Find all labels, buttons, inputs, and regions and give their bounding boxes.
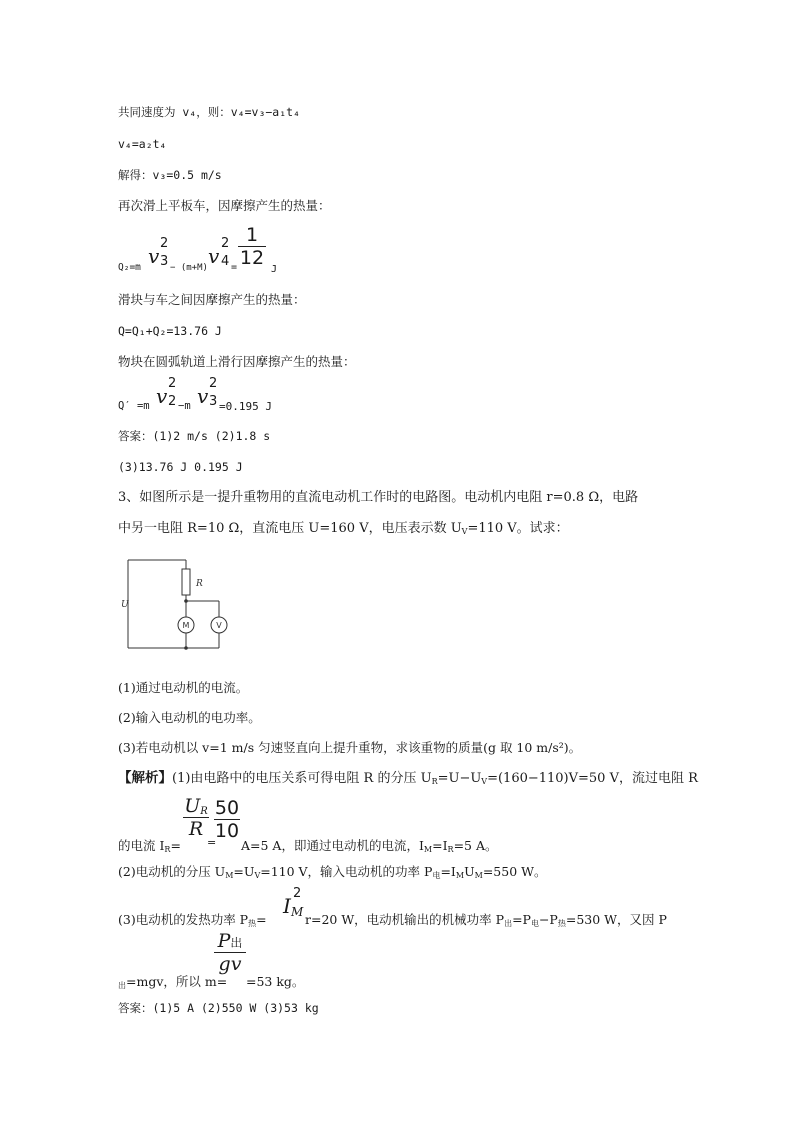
qp-mid: −m [178, 400, 191, 412]
solution-line5-a: $_出$=mgv，所以 m= [118, 974, 228, 990]
text-line: v₄=a₂t₄ [118, 137, 167, 151]
fraction-p-over-gv: P出 gv [214, 930, 246, 975]
label-v: V [216, 621, 222, 630]
solution-line2-pre: 的电流 $I_R=$ [118, 838, 181, 854]
symbol-i: I [283, 894, 291, 918]
symbol-v: v [197, 384, 209, 408]
text-line: 滑块与车之间因摩擦产生的热量： [118, 292, 306, 307]
solution-line4-b: r=20 W，电动机输出的机械功率 $P_出=P_电-P_热=530$ W，又因 P [305, 912, 667, 928]
q2-prefix: Q₂=m [118, 262, 141, 273]
problem-3-line1: 3、如图所示是一提升重物用的直流电动机工作时的电路图。电动机内电阻 r=0.8 Ω，电路 [118, 490, 639, 505]
equals: = [207, 836, 217, 849]
subscript-2: 2 [168, 394, 177, 409]
text-line: 物块在圆弧轨道上滑行因摩擦产生的热量： [118, 354, 356, 369]
resistor-r [182, 569, 190, 595]
solution-line5-b: =53 kg。 [246, 974, 305, 989]
subscript-3: 3 [209, 394, 218, 409]
label-m: M [182, 621, 190, 630]
label-u: U [121, 600, 129, 610]
q2-mid: − (m+M) [170, 263, 208, 273]
subscript-4: 4 [221, 254, 230, 269]
fraction-ur-over-r: $\frac{U_R}{R}$ [184, 795, 208, 840]
fraction-numerator: 1 [245, 224, 259, 246]
qp-prefix: Q′ =m [118, 400, 150, 412]
text-line: 答案：(1)2 m/s (2)1.8 s [118, 429, 271, 443]
circuit-diagram [118, 552, 238, 662]
solution-line3: (2)电动机的分压 $U_M=U_V=110$ V，输入电动机的功率 $P_电=I_MU_M=550$ W。 [118, 864, 547, 880]
text-line: Q=Q₁+Q₂=13.76 J [118, 324, 222, 338]
symbol-v: v [148, 244, 160, 268]
final-answer: 答案：(1)5 A (2)550 W (3)53 kg [118, 1001, 319, 1015]
superscript-2: 2 [160, 236, 169, 251]
solution-line1: 【解析】(1)由电路中的电压关系可得电阻 R 的分压 $U_R=U-U_V=(160-110)V=50$ V，流过电阻 R [118, 770, 698, 786]
text-line: 再次滑上平板车，因摩擦产生的热量： [118, 198, 331, 213]
label-r: R [196, 579, 203, 589]
question-3: (3)若电动机以 v=1 m/s 匀速竖直向上提升重物，求该重物的质量(g 取 10 m/s²)。 [118, 740, 582, 755]
solution-line2-post: A=5 A，即通过电动机的电流，$I_M=I_R=5$ A。 [241, 838, 498, 854]
question-1: (1)通过电动机的电流。 [118, 680, 249, 695]
unit-j: J [271, 264, 278, 275]
equals: = [231, 262, 238, 273]
subscript-3: 3 [160, 254, 169, 269]
fraction-denominator: 12 [239, 247, 265, 269]
superscript-2: 2 [293, 886, 302, 901]
superscript-2: 2 [209, 376, 218, 391]
symbol-v: v [208, 244, 220, 268]
subscript-m: M [291, 905, 304, 919]
symbol-v: v [156, 384, 168, 408]
question-2: (2)输入电动机的电功率。 [118, 710, 261, 725]
superscript-2: 2 [168, 376, 177, 391]
problem-3-line2: 中另一电阻 R=10 Ω，直流电压 U=160 V，电压表示数 $U_V=110$ V。试求： [118, 521, 569, 536]
superscript-2: 2 [221, 236, 230, 251]
qp-suffix: =0.195 J [219, 400, 272, 413]
fraction-1-12 [238, 224, 266, 269]
solution-line4-a: (3)电动机的发热功率 $P_热=$ [118, 912, 267, 928]
text-line: 解得：v₃=0.5 m/s [118, 168, 222, 182]
text-line: 共同速度为 v₄，则：v₄=v₃−a₁t₄ [118, 105, 301, 119]
fraction-50-over-10: $\frac{50}{10}$ [214, 797, 240, 842]
text-line: (3)13.76 J 0.195 J [118, 460, 243, 474]
